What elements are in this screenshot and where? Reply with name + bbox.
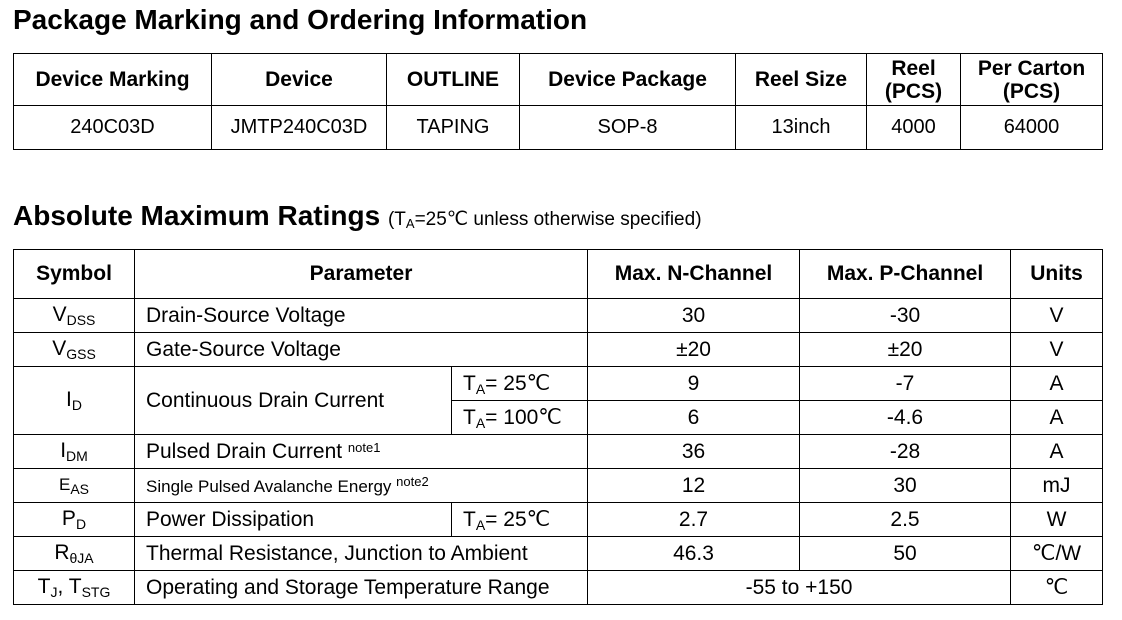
n-value-vdss: 30 <box>588 299 800 333</box>
absolute-maximum-ratings-table <box>13 249 1103 605</box>
cell-reel-pcs: 4000 <box>867 106 961 150</box>
table-header-row <box>14 54 1103 106</box>
header-outline: OUTLINE <box>387 54 520 106</box>
table-row <box>14 106 1103 150</box>
p-value-eas: 30 <box>800 469 1011 503</box>
header-reel-size: Reel Size <box>736 54 867 106</box>
symbol-id: $I_D$ <box>14 367 135 435</box>
table-row <box>14 503 1103 537</box>
table-row <box>14 367 1103 401</box>
header-symbol: Symbol <box>14 250 135 299</box>
ratings-title-text: Absolute Maximum Ratings <box>13 200 381 231</box>
header-units: Units <box>1011 250 1103 299</box>
unit-idm: A <box>1011 435 1103 469</box>
table-row <box>14 469 1103 503</box>
range-tj-tstg: -55 to +150 <box>588 571 1011 605</box>
header-device-marking: Device Marking <box>14 54 212 106</box>
unit-id-100: A <box>1011 401 1103 435</box>
unit-vdss: V <box>1011 299 1103 333</box>
param-vgss: Gate-Source Voltage <box>135 333 588 367</box>
n-value-rth: 46.3 <box>588 537 800 571</box>
cond-id-25: $T_A=$ 25℃ <box>452 367 588 401</box>
condition-prefix: (T <box>387 209 406 230</box>
symbol-eas: $E_{AS}$ <box>14 469 135 503</box>
symbol-tj-tstg: $T_J$, $T_{STG}$ <box>14 571 135 605</box>
table-row <box>14 537 1103 571</box>
symbol-vgss: $V_{GSS}$ <box>14 333 135 367</box>
n-value-vgss: ±20 <box>588 333 800 367</box>
p-value-vdss: -30 <box>800 299 1011 333</box>
table-row <box>14 571 1103 605</box>
table-row <box>14 435 1103 469</box>
header-parameter: Parameter <box>135 250 588 299</box>
cond-id-100: $T_A=$ 100℃ <box>452 401 588 435</box>
unit-eas: mJ <box>1011 469 1103 503</box>
symbol-vdss: $V_{DSS}$ <box>14 299 135 333</box>
ratings-condition <box>388 209 702 230</box>
header-device-package: Device Package <box>520 54 736 106</box>
p-value-idm: -28 <box>800 435 1011 469</box>
n-value-pd: 2.7 <box>588 503 800 537</box>
unit-pd: W <box>1011 503 1103 537</box>
cell-per-carton: 64000 <box>961 106 1103 150</box>
condition-suffix: =25℃ unless otherwise specified) <box>414 209 702 230</box>
p-value-id-25: -7 <box>800 367 1011 401</box>
param-pd: Power Dissipation <box>135 503 452 537</box>
header-device: Device <box>212 54 387 106</box>
header-n-channel: Max. N-Channel <box>588 250 800 299</box>
ratings-section-title <box>13 200 702 240</box>
unit-id-25: A <box>1011 367 1103 401</box>
param-eas: Single Pulsed Avalanche Energy $^{note2}$ <box>135 469 588 503</box>
package-marking-table <box>13 53 1103 150</box>
symbol-idm: $I_{DM}$ <box>14 435 135 469</box>
p-value-pd: 2.5 <box>800 503 1011 537</box>
param-vdss: Drain-Source Voltage <box>135 299 588 333</box>
unit-tj-tstg: ℃ <box>1011 571 1103 605</box>
unit-rth: ℃/W <box>1011 537 1103 571</box>
table-row <box>14 299 1103 333</box>
cell-reel-size: 13inch <box>736 106 867 150</box>
param-tj-tstg: Operating and Storage Temperature Range <box>135 571 588 605</box>
cell-device: JMTP240C03D <box>212 106 387 150</box>
header-reel-pcs: Reel (PCS) <box>867 54 961 106</box>
param-id: Continuous Drain Current <box>135 367 452 435</box>
table-row <box>14 333 1103 367</box>
condition-subscript: A <box>405 216 415 231</box>
p-value-vgss: ±20 <box>800 333 1011 367</box>
cell-device-marking: 240C03D <box>14 106 212 150</box>
symbol-rth: $R_{\theta JA}$ <box>14 537 135 571</box>
cell-device-package: SOP-8 <box>520 106 736 150</box>
package-section-title: Package Marking and Ordering Information <box>13 4 588 35</box>
param-idm: Pulsed Drain Current $^{note1}$ <box>135 435 588 469</box>
p-value-id-100: -4.6 <box>800 401 1011 435</box>
n-value-id-100: 6 <box>588 401 800 435</box>
n-value-id-25: 9 <box>588 367 800 401</box>
header-p-channel: Max. P-Channel <box>800 250 1011 299</box>
cond-pd: $T_A=$ 25℃ <box>452 503 588 537</box>
param-rth: Thermal Resistance, Junction to Ambient <box>135 537 588 571</box>
cell-outline: TAPING <box>387 106 520 150</box>
p-value-rth: 50 <box>800 537 1011 571</box>
n-value-idm: 36 <box>588 435 800 469</box>
table-header-row <box>14 250 1103 299</box>
header-per-carton: Per Carton (PCS) <box>961 54 1103 106</box>
unit-vgss: V <box>1011 333 1103 367</box>
n-value-eas: 12 <box>588 469 800 503</box>
symbol-pd: $P_D$ <box>14 503 135 537</box>
